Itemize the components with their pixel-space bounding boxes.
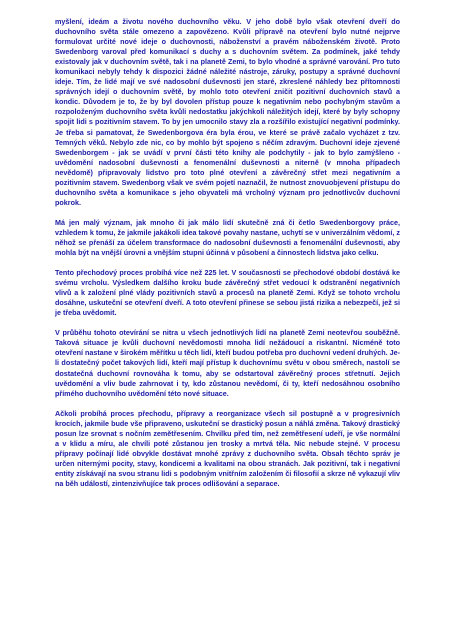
paragraph-5: Ačkoli probíhá proces přechodu, přípravy a reorganizace všech sil postupně a v progresivních krocích, jakmile bude vše připraveno, uskuteční se drastický posun a náhlá změna. Takový drastický posun lze srovnat s nočním zemětřesením. Chvilku před tím, než zemětřesení udeří, je vše normální a v klidu a míru, ale chvíli poté zůstanou jen trosky a mrtvá těla. Nic nebude stejné. V procesu přípravy počínají lidé obvykle dostávat mnohé zprávy z duchovního světa. Obsah těchto správ je určen niternými pocity, stavy, kondicemi a kvalitami na obou stranách. Jak pozitivní, tak i negativní entity získávají na svou stranu lidi s podobným vnitřním založením či filosofií a skrze ně vykazují vliv na běh událostí, zintenzivňujíce tak proces odlišování a separace. [55, 408, 400, 488]
paragraph-3: Tento přechodový proces probíhá více než 225 let. V současnosti se přechodové období dostává ke svému vrcholu. Výsledkem dalšího kroku bude závěrečný střet vedoucí k odstranění negativních vlivů a k založení plné vlády pozitivních stavů a procesů na planetě Zemi. Když se tohoto vrcholu dosáhne, uskuteční se otevření dveří. A toto otevření přinese se sebou jistá rizika a nebezpečí, jež si je třeba uvědomit. [55, 268, 400, 318]
paragraph-1: myšlení, ideám a životu nového duchovního věku. V jeho době bylo však otevření dveří do duchovního světa stále omezeno a zapovězeno. Kvůli přípravě na otevření bylo nutné nejprve formulovat určité nové ideje o duchovnosti, náboženství a pravém náboženském životě. Proto Swedenborg varoval před komunikací s duchy a s duchovním světem. Za podmínek, jaké tehdy existovaly jak v duchovním světě, tak i na planetě Zemi, to bylo vhodné a správné varování. Pro tuto komunikaci nebyly tehdy k dispozici žádné náležité nástroje, záruky, postupy a správné duchovní ideje. Tím, že lidé mají ve své nadosobní duševnosti jen staré, zkreslené náhledy bez přítomnosti správných idejí o duchovním světě, by mohlo toto otevření zničit pozitivní duchovních stavů a kondic. Důvodem je to, že by byl dovolen přístup pouze k negativním nebo pochybným stavům a rozpoloženým duchovního světa kvůli nedostatku jakýchkoli náležitých idejí, které by byly schopny spojit lidi s pozitivním stavem. To by jen umocnilo stavy zla a rozšířilo existující negativní podmínky. Je třeba si pamatovat, že Swedenborgova éra byla érou, ve které se právě začalo vycházet z tzv. Temných věků. Nebylo zde nic, co by mohlo být spojeno s něčím zdravým. Duchovní ideje zjevené Swedenborgem - jak se uvádí v první části této knihy ale podchytily - jak to bylo zamýšleno - uvědomění nadosobní duševnosti a fenomenální duševnosti a niterně (v mnoha případech nevědomě) připravovaly lidstvo pro toto plné otevření a závěrečný střet mezi negativním a pozitivním stavem. Swedenborg však ve svém pojetí naznačil, že nutnost znovuobjevení přístupu do duchovního světa a komunikace s jeho obyvateli má vrcholný význam pro jednotlivcův duchovní pokrok. [55, 17, 400, 207]
paragraph-2: Má jen malý význam, jak mnoho či jak málo lidí skutečně zná či četlo Swedenborgovy práce, vzhledem k tomu, že jakmile jakákoli idea takové povahy nastane, uchytí se v univerzálním vědomí, z něhož se přenáší za účelem transformace do nadosobní duševnosti a fenomenální duševnosti, aby mohla být na vnější úrovni a vnějším stupni účinná v působení a činnostech lidstva jako celku. [55, 217, 400, 258]
paragraph-4: V průběhu tohoto otevírání se nitra u všech jednotlivých lidí na planetě Zemi neotevřou souběžně. Taková situace je kvůli duchovní nevědomosti mnoha lidí nežádoucí a riskantní. Nicméně toto otevření nastane v širokém měřítku u těch lidí, kteří budou potřeba pro duchovní vedení druhých. Je-li dostatečný počet takových lidí, kteří mají přístup k duchovnímu světu v obou směrech, nastolí se dostatečná duchovní rovnováha k tomu, aby se odstartoval závěrečný proces střetnutí. Jejich uvědomění a vliv bude zahrnovat i ty, kdo zůstanou nevědomí, či ty, kteří nedosáhnou osobního přímého duchovního uvědomění této nové situace. [55, 328, 400, 398]
body-text [55, 17, 400, 489]
